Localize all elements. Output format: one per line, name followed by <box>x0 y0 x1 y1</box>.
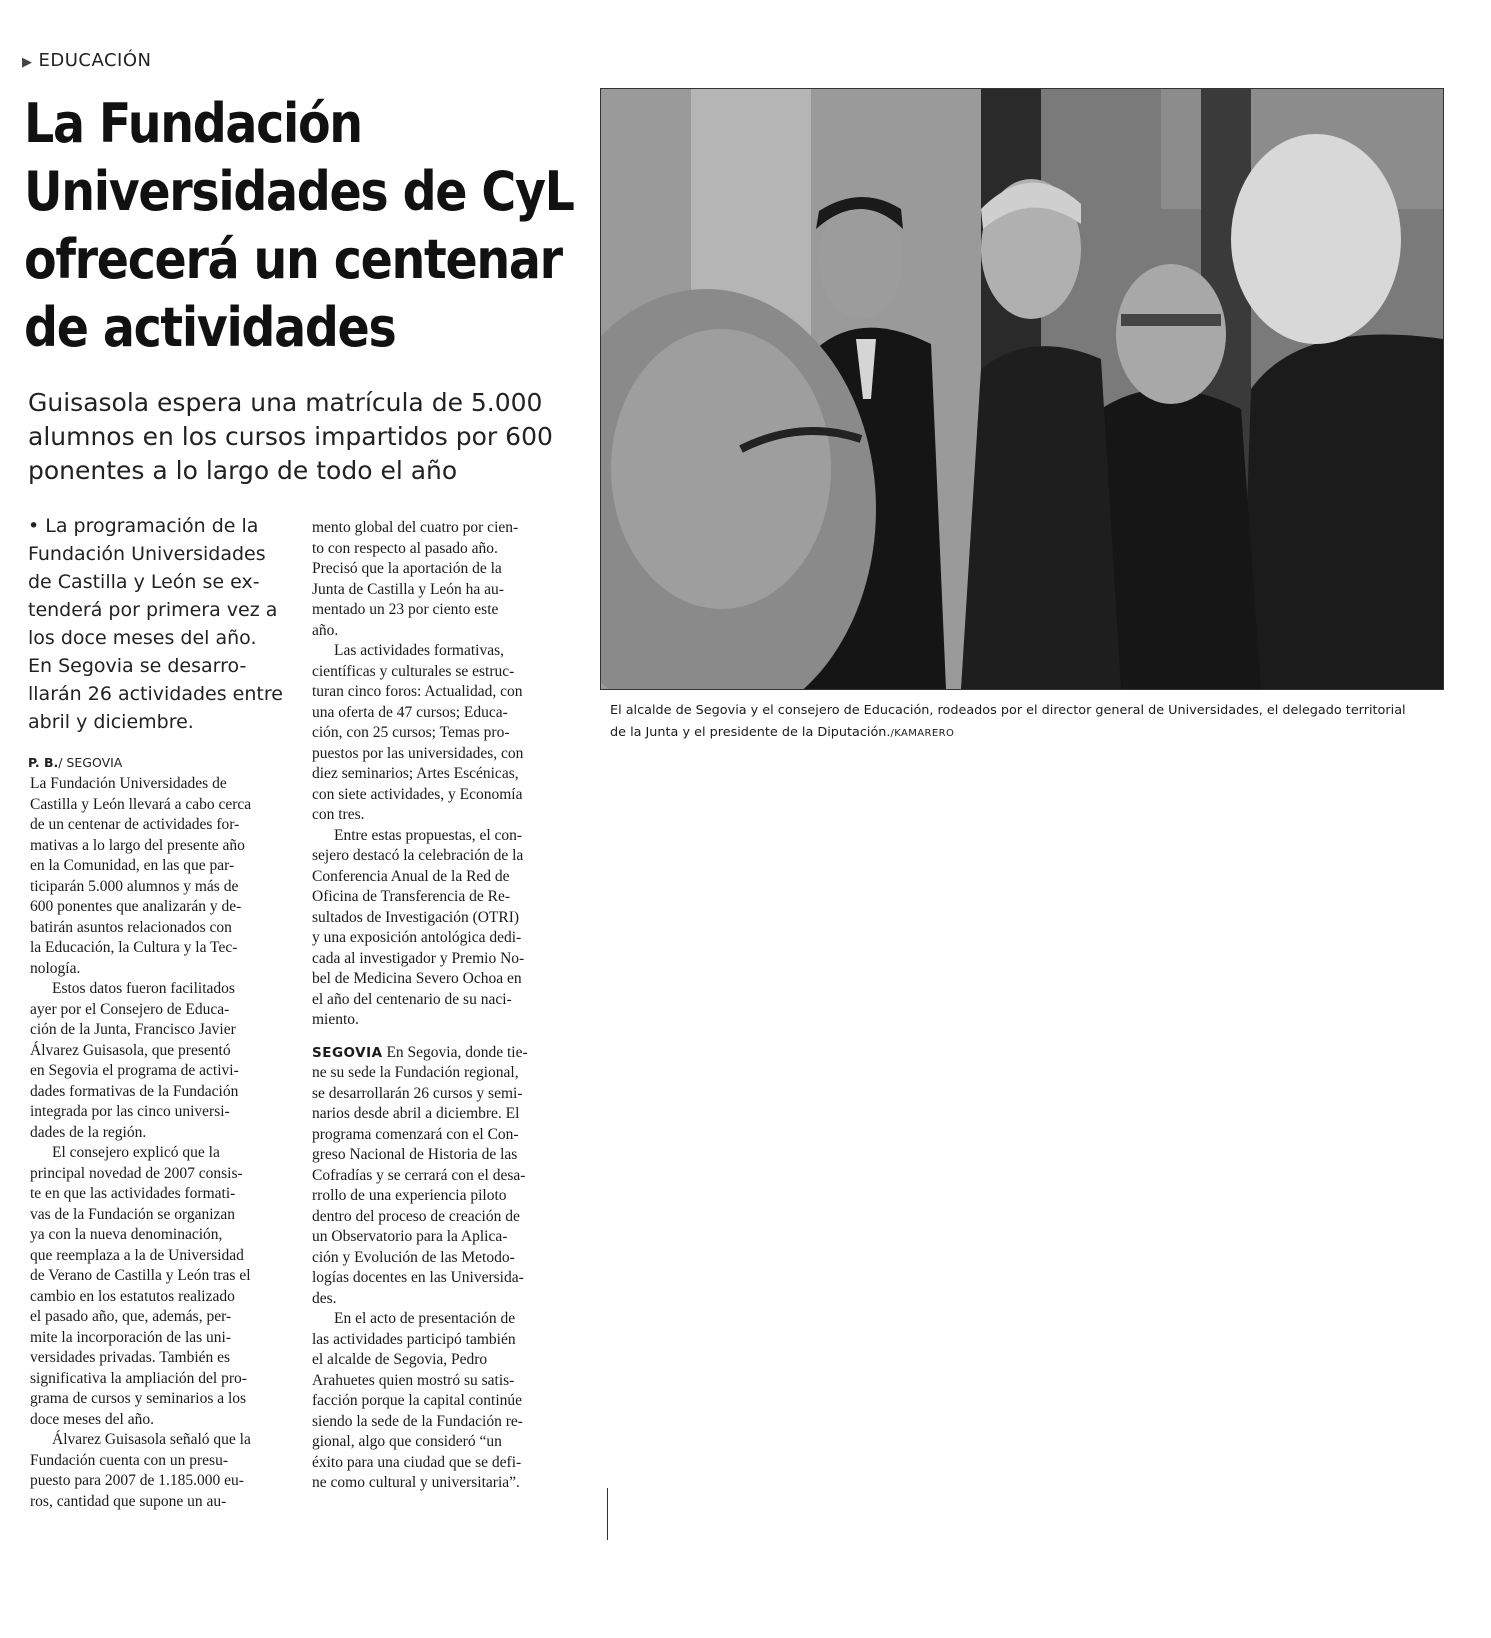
body-line: ne su sede la Fundación regional, <box>312 1064 519 1081</box>
body-line: dades formativas de la Fundación <box>30 1082 239 1100</box>
summary-line: los doce meses del año. <box>28 627 257 649</box>
col2-paragraph-2 <box>312 641 584 826</box>
body-line: bel de Medicina Severo Ochoa en <box>312 970 522 987</box>
body-line: Oficina de Transferencia de Re- <box>312 888 510 905</box>
body-line: en Segovia el programa de activi- <box>30 1062 239 1079</box>
body-line: año. <box>312 621 339 639</box>
headline-line: La Fundación <box>24 92 362 155</box>
caption-line-2: de la Junta y el presidente de la Diputación. <box>610 725 891 740</box>
body-line: ros, cantidad que supone un au- <box>30 1492 227 1510</box>
subheadline-line: ponentes a lo largo de todo el año <box>28 456 458 485</box>
body-line: Fundación cuenta con un presu- <box>30 1451 228 1469</box>
byline-author: P. B. <box>28 755 59 770</box>
body-line: con siete actividades, y Economía <box>312 785 523 803</box>
body-line: Álvarez Guisasola, que presentó <box>30 1041 231 1059</box>
body-line: de un centenar de actividades for- <box>30 816 240 833</box>
body-line: Castilla y León llevará a cabo cerca <box>30 795 252 813</box>
col2-paragraph-1 <box>312 518 584 641</box>
body-line: gional, algo que consideró “un <box>312 1433 502 1450</box>
body-line: con tres. <box>312 806 365 823</box>
body-line: principal novedad de 2007 consis- <box>30 1164 243 1182</box>
body-line: La Fundación Universidades de <box>30 775 227 792</box>
subheadline-line: alumnos en los cursos impartidos por 600 <box>28 422 553 451</box>
body-line: ayer por el Consejero de Educa- <box>30 1000 230 1018</box>
col2-paragraph-4 <box>312 1063 584 1309</box>
body-line: cambio en los estatutos realizado <box>30 1287 235 1305</box>
body-line: Estos datos fueron facilitados <box>52 980 235 997</box>
body-line: en la Comunidad, en las que par- <box>30 857 235 874</box>
body-line: sejero destacó la celebración de la <box>312 847 524 864</box>
body-line: y una exposición antológica dedi- <box>312 929 522 946</box>
body-line: Cofradías y se cerrará con el desa- <box>312 1166 526 1184</box>
body-line: des. <box>312 1289 337 1307</box>
summary-line: tenderá por primera vez a <box>28 599 278 621</box>
body-line: una oferta de 47 cursos; Educa- <box>312 703 508 721</box>
news-photo <box>600 88 1444 690</box>
summary-line: llarán 26 actividades entre <box>28 683 283 705</box>
photo-caption <box>610 700 1450 745</box>
article-column-2 <box>312 518 584 1494</box>
summary-line: de Castilla y León se ex- <box>28 571 260 593</box>
body-line: facción porque la capital continúe <box>312 1392 523 1409</box>
body-line: ne como cultural y universitaria”. <box>312 1474 520 1491</box>
summary-line: Fundación Universidades <box>28 543 266 565</box>
col1-paragraph-1 <box>30 774 292 979</box>
body-line: ción de la Junta, Francisco Javier <box>30 1021 236 1038</box>
body-line: nología. <box>30 959 81 977</box>
body-line: ticiparán 5.000 alumnos y más de <box>30 877 239 895</box>
body-line: mativas a lo largo del presente año <box>30 836 245 854</box>
body-line: éxito para una ciudad que se defi- <box>312 1453 522 1471</box>
body-line: de Verano de Castilla y León tras el <box>30 1267 251 1284</box>
headline-line: ofrecerá un centenar <box>24 228 562 291</box>
segovia-first-line: En Segovia, donde tie- <box>382 1043 528 1061</box>
body-line: siendo la sede de la Fundación re- <box>312 1412 523 1430</box>
body-line: mento global del cuatro por cien- <box>312 519 519 536</box>
body-line: Conferencia Anual de la Red de <box>312 867 510 885</box>
body-line: te en que las actividades formati- <box>30 1185 236 1202</box>
body-line: miento. <box>312 1011 359 1028</box>
body-line: to con respecto al pasado año. <box>312 539 498 557</box>
section-label <box>22 50 151 71</box>
body-line: integrada por las cinco universi- <box>30 1103 230 1120</box>
body-line: que reemplaza a la de Universidad <box>30 1246 244 1264</box>
body-line: el año del centenario de su naci- <box>312 990 512 1008</box>
body-line: batirán asuntos relacionados con <box>30 918 232 936</box>
body-line: 600 ponentes que analizarán y de- <box>30 898 242 915</box>
body-line: el pasado año, que, además, per- <box>30 1308 232 1325</box>
body-line: la Educación, la Cultura y la Tec- <box>30 939 238 956</box>
body-line: rrollo de una experiencia piloto <box>312 1187 507 1204</box>
summary-line: En Segovia se desarro- <box>28 655 247 677</box>
body-line: Precisó que la aportación de la <box>312 560 502 577</box>
body-line: programa comenzará con el Con- <box>312 1125 519 1143</box>
body-line: cada al investigador y Premio No- <box>312 949 525 967</box>
col1-paragraph-4 <box>30 1430 292 1512</box>
body-line: un Observatorio para la Aplica- <box>312 1228 508 1245</box>
body-line: grama de cursos y seminarios a los <box>30 1390 247 1407</box>
body-line: mentado un 23 por ciento este <box>312 601 499 618</box>
summary-box <box>28 512 288 736</box>
body-line: narios desde abril a diciembre. El <box>312 1105 520 1122</box>
body-line: ción y Evolución de las Metodo- <box>312 1248 515 1266</box>
body-line: diez seminarios; Artes Escénicas, <box>312 765 519 782</box>
body-line: greso Nacional de Historia de las <box>312 1146 518 1163</box>
body-line: puestos por las universidades, con <box>312 744 524 762</box>
body-line: turan cinco foros: Actualidad, con <box>312 683 523 700</box>
byline-location: / SEGOVIA <box>58 755 123 770</box>
headline <box>24 90 574 362</box>
summary-line: abril y diciembre. <box>28 711 194 733</box>
article-column-1 <box>30 774 292 1512</box>
body-line: dades de la región. <box>30 1123 147 1141</box>
headline-line: Universidades de CyL <box>24 160 574 223</box>
caption-line-1: El alcalde de Segovia y el consejero de Educación, rodeados por el director general de Universidades, el delegado territorial <box>610 703 1406 718</box>
body-line: Las actividades formativas, <box>334 642 505 659</box>
headline-line: de actividades <box>24 296 396 359</box>
photo-illustration <box>601 89 1443 689</box>
body-line: significativa la ampliación del pro- <box>30 1369 247 1387</box>
body-line: sultados de Investigación (OTRI) <box>312 908 520 926</box>
body-line: En el acto de presentación de <box>334 1310 516 1327</box>
col2-paragraph-5 <box>312 1309 584 1494</box>
section-label-text: EDUCACIÓN <box>38 50 152 71</box>
byline <box>28 755 122 770</box>
body-line: se desarrollarán 26 cursos y semi- <box>312 1084 523 1102</box>
col2-segovia-paragraph <box>312 1043 584 1310</box>
body-line: puesto para 2007 de 1.185.000 eu- <box>30 1472 244 1489</box>
body-line: mite la incorporación de las uni- <box>30 1328 232 1346</box>
section-arrow-icon: ▶ <box>22 55 33 70</box>
body-line: versidades privadas. También es <box>30 1349 231 1366</box>
body-line: científicas y culturales se estruc- <box>312 662 515 680</box>
body-line: Álvarez Guisasola señaló que la <box>52 1431 251 1448</box>
body-line: dentro del proceso de creación de <box>312 1207 520 1225</box>
body-line: El consejero explicó que la <box>52 1144 220 1161</box>
body-line: Entre estas propuestas, el con- <box>334 826 523 844</box>
body-line: Junta de Castilla y León ha au- <box>312 580 504 598</box>
body-line: logías docentes en las Universida- <box>312 1269 524 1286</box>
photo-credit: /KAMARERO <box>890 728 955 739</box>
subheadline-line: Guisasola espera una matrícula de 5.000 <box>28 388 543 417</box>
col1-paragraph-3 <box>30 1143 292 1430</box>
body-line: Arahuetes quien mostró su satis- <box>312 1371 515 1389</box>
summary-line: • La programación de la <box>28 515 259 537</box>
col2-paragraph-3 <box>312 826 584 1031</box>
segovia-kicker: SEGOVIA <box>312 1044 383 1061</box>
body-line: doce meses del año. <box>30 1410 154 1428</box>
subheadline <box>28 386 588 488</box>
col1-paragraph-2 <box>30 979 292 1143</box>
column-rule <box>607 1488 608 1540</box>
body-line: ya con la nueva denominación, <box>30 1226 223 1243</box>
body-line: ción, con 25 cursos; Temas pro- <box>312 724 510 741</box>
body-line: vas de la Fundación se organizan <box>30 1205 236 1223</box>
body-line: las actividades participó también <box>312 1330 516 1348</box>
body-line: el alcalde de Segovia, Pedro <box>312 1351 488 1368</box>
